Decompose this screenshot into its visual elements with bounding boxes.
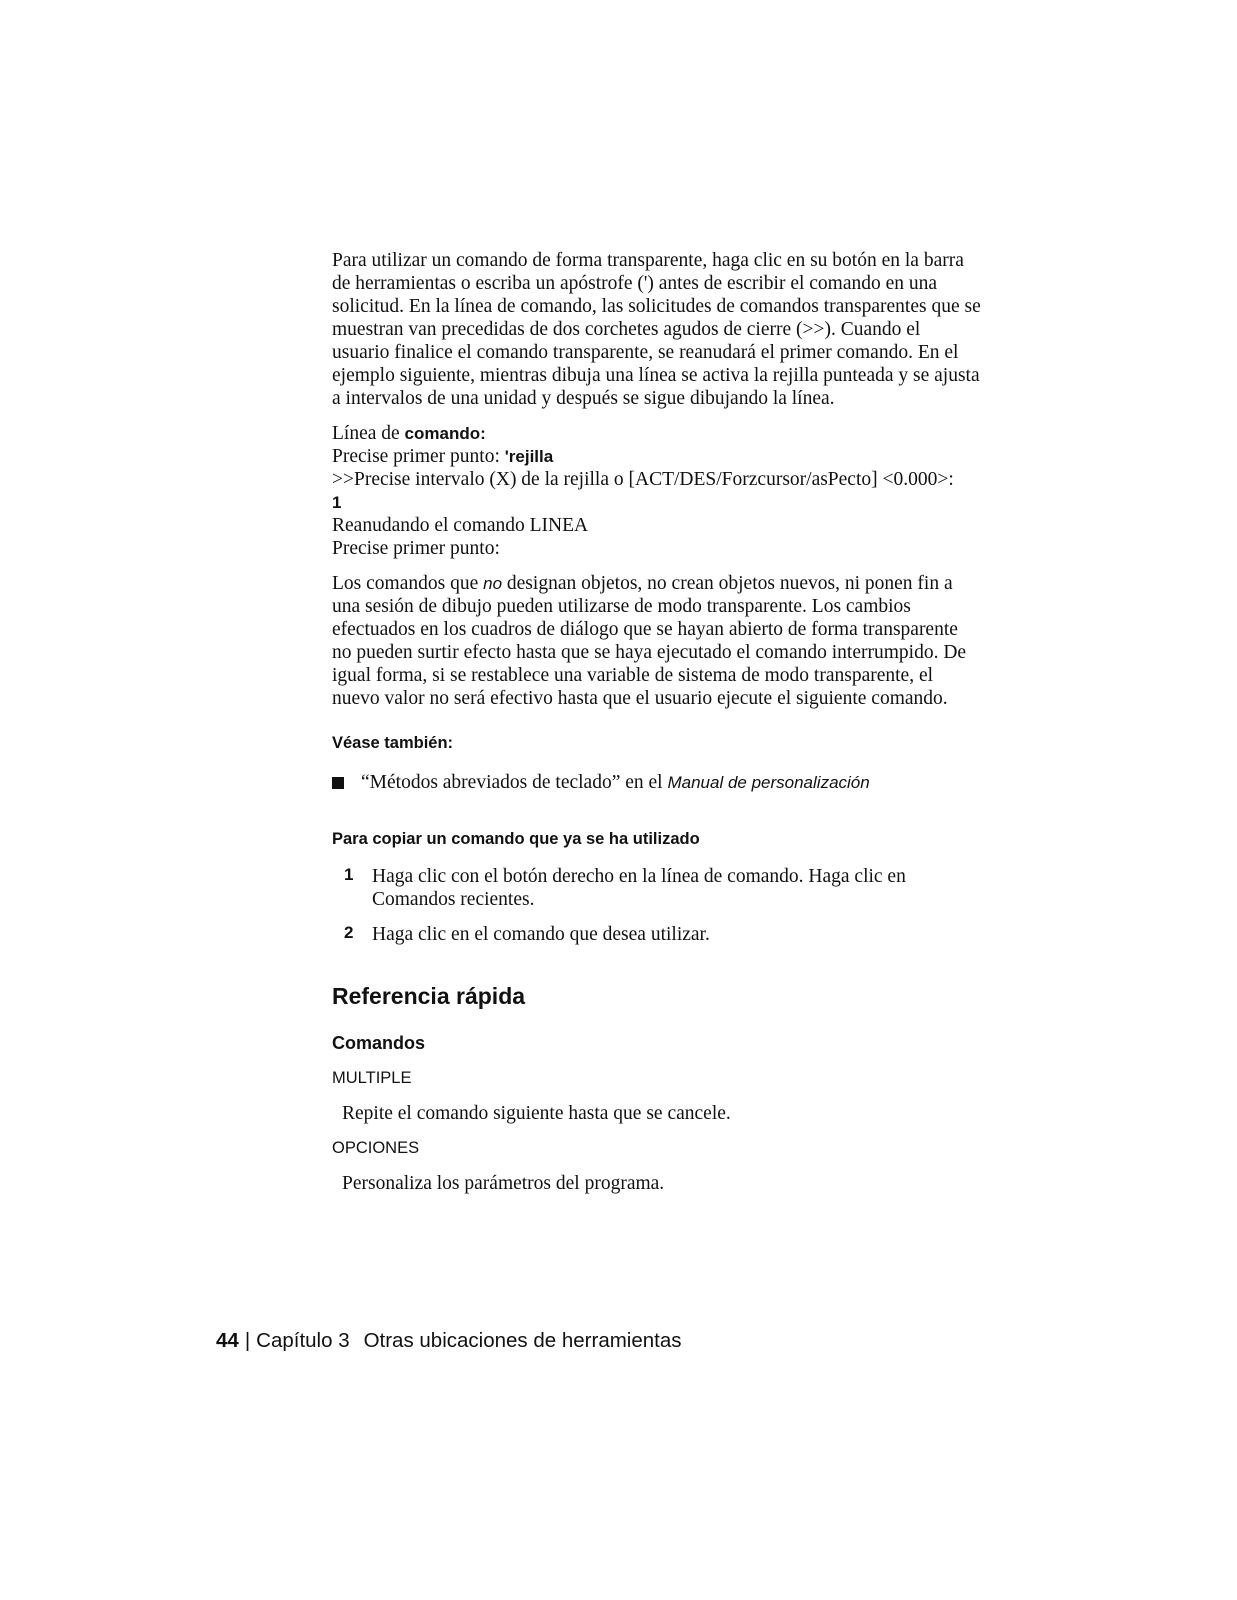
- command-line-example: [332, 422, 982, 560]
- procedure-step: [332, 923, 982, 946]
- command-example-line-6: Precise primer punto:: [332, 538, 500, 559]
- footer-separator: |: [244, 1329, 251, 1352]
- chapter-title: Otras ubicaciones de herramientas: [363, 1329, 682, 1352]
- command-example-line-5: Reanudando el comando LINEA: [332, 515, 589, 536]
- page-footer: [216, 1328, 682, 1354]
- procedure-title: Para copiar un comando que ya se ha utilizado: [332, 830, 700, 848]
- command-description: Personaliza los parámetros del programa.: [342, 1173, 665, 1194]
- body-text: designan objetos, no crean objetos nuevos, ni ponen fin a una sesión de dibujo pueden utilizarse de modo transparente. Los cambios efectuados en los cuadros de diálogo que se hayan abierto de forma transparente no pueden surtir efecto hasta que se haya ejecutado el comando interrumpido. De igual forma, si se restablece una variable de sistema de modo transparente, el nuevo valor no será efectivo hasta que el usuario ejecute el siguiente comando.: [332, 573, 967, 709]
- see-also-item: [332, 771, 982, 794]
- command-example-line-3: >>Precise intervalo (X) de la rejilla o [ACT/DES/Forzcursor/asPecto] <0.000>:: [332, 469, 954, 490]
- command-name: MULTIPLE: [332, 1069, 412, 1087]
- step-text: Haga clic con el botón derecho en la línea de comando. Haga clic en Comandos recientes.: [372, 866, 906, 910]
- intro-paragraph: Para utilizar un comando de forma transparente, haga clic en su botón en la barra de herramientas o escriba un apóstrofe (') antes de escribir el comando en una solicitud. En la línea de comando, las solicitudes de comandos transparentes que se muestran van precedidas de dos corchetes agudos de cierre (>>). Cuando el usuario finalice el comando transparente, se reanudará el primer comando. En el ejemplo siguiente, mientras dibuja una línea se activa la rejilla punteada y se ajusta a intervalos de una unidad y después se sigue dibujando la línea.: [332, 250, 981, 409]
- command-example-bold: 1: [332, 493, 342, 512]
- step-text: Haga clic en el comando que desea utilizar.: [372, 924, 710, 945]
- quick-reference-heading: Referencia rápida: [332, 983, 526, 1009]
- command-example-text: Línea de: [332, 423, 405, 444]
- see-also-link-text: “Métodos abreviados de teclado” en el: [361, 772, 668, 793]
- command-description: Repite el comando siguiente hasta que se cancele.: [342, 1103, 731, 1124]
- chapter-label: Capítulo 3: [256, 1329, 350, 1352]
- step-number: 2: [344, 923, 354, 942]
- page-number: 44: [216, 1329, 239, 1352]
- square-bullet-icon: [332, 777, 344, 789]
- command-name: OPCIONES: [332, 1139, 420, 1157]
- see-also-item-text: [361, 771, 870, 794]
- command-example-bold: comando:: [404, 424, 486, 443]
- see-also-heading: Véase también:: [332, 734, 454, 752]
- commands-subheading: Comandos: [332, 1033, 426, 1053]
- body-italic: no: [483, 574, 503, 593]
- body-text: Los comandos que: [332, 573, 484, 594]
- command-example-text: Precise primer punto:: [332, 446, 505, 467]
- step-number: 1: [344, 865, 354, 884]
- command-example-line-1: [332, 422, 982, 445]
- command-example-line-2: [332, 445, 982, 468]
- procedure-steps: [332, 865, 982, 946]
- command-example-line-4: [332, 491, 982, 514]
- command-example-bold: 'rejilla: [504, 447, 554, 466]
- body-paragraph: [332, 572, 982, 710]
- procedure-step: [332, 865, 982, 911]
- see-also-manual-title: Manual de personalización: [667, 773, 870, 792]
- page-content: [332, 249, 982, 1207]
